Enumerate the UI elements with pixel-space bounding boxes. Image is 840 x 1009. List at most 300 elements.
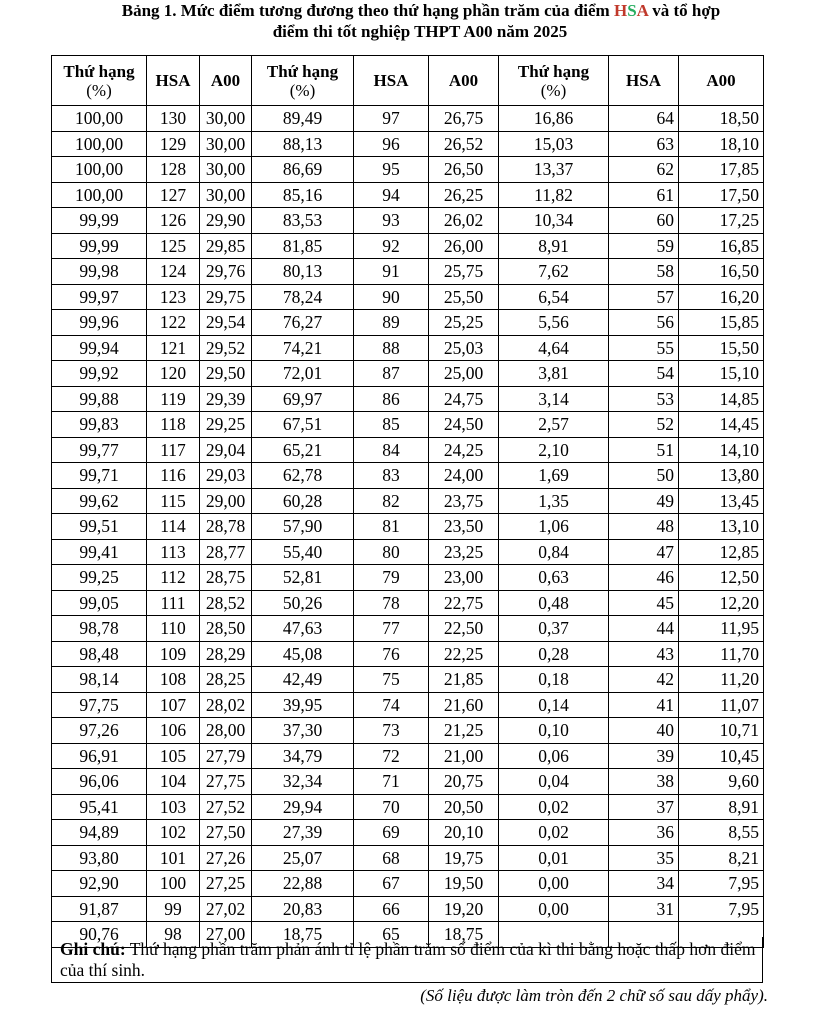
table-cell: 98,14	[52, 667, 147, 693]
table-cell: 28,78	[200, 514, 252, 540]
table-cell: 29,03	[200, 463, 252, 489]
table-cell: 21,25	[429, 718, 499, 744]
table-cell: 27,75	[200, 769, 252, 795]
table-cell: 99,88	[52, 386, 147, 412]
table-cell: 12,85	[679, 539, 764, 565]
table-cell: 15,10	[679, 361, 764, 387]
table-cell: 42	[609, 667, 679, 693]
table-cell: 109	[147, 641, 200, 667]
column-header: HSA	[354, 56, 429, 106]
table-cell: 67,51	[252, 412, 354, 438]
table-cell: 81,85	[252, 233, 354, 259]
table-cell: 77	[354, 616, 429, 642]
table-cell: 28,50	[200, 616, 252, 642]
title-suffix: và tổ hợp	[648, 1, 721, 20]
table-cell: 62,78	[252, 463, 354, 489]
table-cell: 59	[609, 233, 679, 259]
table-cell: 60,28	[252, 488, 354, 514]
table-row	[52, 794, 764, 820]
table-cell: 13,80	[679, 463, 764, 489]
table-cell: 52,81	[252, 565, 354, 591]
table-cell: 10,71	[679, 718, 764, 744]
table-cell: 100	[147, 871, 200, 897]
table-cell: 44	[609, 616, 679, 642]
table-cell: 0,02	[499, 794, 609, 820]
table-cell: 27,39	[252, 820, 354, 846]
table-row	[52, 641, 764, 667]
table-cell: 41	[609, 692, 679, 718]
table-cell: 27,00	[200, 922, 252, 948]
table-row	[52, 106, 764, 132]
table-cell: 122	[147, 310, 200, 336]
table-cell: 48	[609, 514, 679, 540]
table-cell: 45,08	[252, 641, 354, 667]
table-cell: 89,49	[252, 106, 354, 132]
table-cell: 8,91	[499, 233, 609, 259]
table-cell: 11,82	[499, 182, 609, 208]
table-cell: 32,34	[252, 769, 354, 795]
table-cell: 6,54	[499, 284, 609, 310]
table-cell: 76	[354, 641, 429, 667]
table-cell: 26,75	[429, 106, 499, 132]
table-cell: 96,06	[52, 769, 147, 795]
table-cell: 99,96	[52, 310, 147, 336]
table-cell: 0,01	[499, 845, 609, 871]
table-cell: 95,41	[52, 794, 147, 820]
table-row	[52, 896, 764, 922]
table-cell: 117	[147, 437, 200, 463]
table-cell: 93	[354, 208, 429, 234]
table-cell: 92,90	[52, 871, 147, 897]
table-cell: 80,13	[252, 259, 354, 285]
table-cell: 50,26	[252, 590, 354, 616]
table-cell: 18,75	[429, 922, 499, 948]
table-cell: 1,06	[499, 514, 609, 540]
table-cell: 0,48	[499, 590, 609, 616]
table-cell: 105	[147, 743, 200, 769]
table-cell: 23,25	[429, 539, 499, 565]
table-cell: 20,10	[429, 820, 499, 846]
table-cell: 52	[609, 412, 679, 438]
table-cell: 14,85	[679, 386, 764, 412]
table-cell: 13,10	[679, 514, 764, 540]
table-cell: 88,13	[252, 131, 354, 157]
table-cell: 26,50	[429, 157, 499, 183]
table-cell: 65,21	[252, 437, 354, 463]
table-row	[52, 539, 764, 565]
table-cell: 16,85	[679, 233, 764, 259]
table-cell: 20,75	[429, 769, 499, 795]
table-cell: 26,25	[429, 182, 499, 208]
column-header: A00	[200, 56, 252, 106]
table-row	[52, 463, 764, 489]
table-cell: 23,00	[429, 565, 499, 591]
table-cell: 24,75	[429, 386, 499, 412]
table-cell: 100,00	[52, 157, 147, 183]
table-cell: 80	[354, 539, 429, 565]
table-cell: 92	[354, 233, 429, 259]
table-cell: 128	[147, 157, 200, 183]
table-cell: 21,85	[429, 667, 499, 693]
table-cell: 7,62	[499, 259, 609, 285]
table-cell: 28,00	[200, 718, 252, 744]
table-cell: 18,10	[679, 131, 764, 157]
table-cell: 47,63	[252, 616, 354, 642]
table-cell: 29,04	[200, 437, 252, 463]
table-cell: 25,00	[429, 361, 499, 387]
table-cell: 99,94	[52, 335, 147, 361]
table-cell: 1,69	[499, 463, 609, 489]
table-cell: 99	[147, 896, 200, 922]
table-cell: 28,29	[200, 641, 252, 667]
table-cell: 97	[354, 106, 429, 132]
table-cell: 69	[354, 820, 429, 846]
table-cell: 0,04	[499, 769, 609, 795]
table-cell: 27,25	[200, 871, 252, 897]
column-header: A00	[679, 56, 764, 106]
table-cell: 29,52	[200, 335, 252, 361]
table-cell: 99,25	[52, 565, 147, 591]
table-cell: 89	[354, 310, 429, 336]
table-cell: 86	[354, 386, 429, 412]
table-cell: 97,26	[52, 718, 147, 744]
table-cell: 34,79	[252, 743, 354, 769]
table-cell: 83,53	[252, 208, 354, 234]
table-row	[52, 667, 764, 693]
table-cell: 107	[147, 692, 200, 718]
table-title	[0, 0, 840, 42]
table-cell: 12,50	[679, 565, 764, 591]
table-cell: 54	[609, 361, 679, 387]
table-cell: 63	[609, 131, 679, 157]
table-cell: 0,37	[499, 616, 609, 642]
table-cell: 37	[609, 794, 679, 820]
table-cell: 57	[609, 284, 679, 310]
table-cell: 15,85	[679, 310, 764, 336]
table-cell: 28,25	[200, 667, 252, 693]
table-row	[52, 718, 764, 744]
table-cell: 99,41	[52, 539, 147, 565]
table-cell: 98,78	[52, 616, 147, 642]
table-row	[52, 616, 764, 642]
table-cell: 111	[147, 590, 200, 616]
table-cell: 24,50	[429, 412, 499, 438]
table-cell: 5,56	[499, 310, 609, 336]
table-cell: 115	[147, 488, 200, 514]
table-cell: 1,35	[499, 488, 609, 514]
table-cell: 27,79	[200, 743, 252, 769]
table-cell: 96	[354, 131, 429, 157]
table-cell: 99,97	[52, 284, 147, 310]
table-cell: 28,02	[200, 692, 252, 718]
table-cell: 114	[147, 514, 200, 540]
table-cell: 45	[609, 590, 679, 616]
table-cell: 0,28	[499, 641, 609, 667]
table-cell: 69,97	[252, 386, 354, 412]
table-cell: 24,25	[429, 437, 499, 463]
table-cell: 27,02	[200, 896, 252, 922]
title-line-1	[0, 0, 840, 21]
table-cell: 25,75	[429, 259, 499, 285]
table-cell: 7,95	[679, 871, 764, 897]
table-cell: 129	[147, 131, 200, 157]
table-cell: 15,03	[499, 131, 609, 157]
table-cell: 26,02	[429, 208, 499, 234]
column-header: HSA	[609, 56, 679, 106]
table-cell: 94	[354, 182, 429, 208]
note-box	[51, 937, 763, 983]
table-cell: 102	[147, 820, 200, 846]
title-line-2: điểm thi tốt nghiệp THPT A00 năm 2025	[272, 22, 568, 41]
table-cell: 64	[609, 106, 679, 132]
table-cell: 0,00	[499, 871, 609, 897]
table-row	[52, 361, 764, 387]
table-cell: 14,10	[679, 437, 764, 463]
table-row	[52, 437, 764, 463]
rounding-footnote: (Số liệu được làm tròn đến 2 chữ số sau dấy phẩy).	[420, 986, 768, 1005]
table-cell: 8,21	[679, 845, 764, 871]
table-row	[52, 871, 764, 897]
table-cell: 121	[147, 335, 200, 361]
table-cell: 14,45	[679, 412, 764, 438]
table-cell: 119	[147, 386, 200, 412]
note-label: Ghi chú:	[60, 939, 126, 959]
table-cell: 25,25	[429, 310, 499, 336]
title-prefix: Bảng 1. Mức điểm tương đương theo thứ hạng phần trăm của điểm	[121, 1, 614, 20]
table-row	[52, 743, 764, 769]
table-cell: 31	[609, 896, 679, 922]
table-cell: 13,37	[499, 157, 609, 183]
table-cell: 36	[609, 820, 679, 846]
table-cell: 76,27	[252, 310, 354, 336]
table-cell: 50	[609, 463, 679, 489]
table-cell: 0,06	[499, 743, 609, 769]
table-cell: 17,85	[679, 157, 764, 183]
table-cell: 40	[609, 718, 679, 744]
table-cell: 29,39	[200, 386, 252, 412]
table-cell: 106	[147, 718, 200, 744]
table-row	[52, 769, 764, 795]
table-cell: 27,52	[200, 794, 252, 820]
table-cell: 120	[147, 361, 200, 387]
table-cell: 16,50	[679, 259, 764, 285]
table-cell: 26,00	[429, 233, 499, 259]
table-cell: 25,50	[429, 284, 499, 310]
table-row	[52, 131, 764, 157]
table-cell: 100,00	[52, 131, 147, 157]
table-cell: 0,14	[499, 692, 609, 718]
table-cell: 99,71	[52, 463, 147, 489]
table-cell: 108	[147, 667, 200, 693]
table-row	[52, 386, 764, 412]
table-cell: 103	[147, 794, 200, 820]
table-cell: 49	[609, 488, 679, 514]
table-cell: 99,62	[52, 488, 147, 514]
table-cell: 99,99	[52, 233, 147, 259]
table-cell: 29,50	[200, 361, 252, 387]
table-row	[52, 182, 764, 208]
table-cell: 99,05	[52, 590, 147, 616]
table-row	[52, 208, 764, 234]
table-cell: 97,75	[52, 692, 147, 718]
table-cell: 126	[147, 208, 200, 234]
table-cell: 55	[609, 335, 679, 361]
table-cell: 55,40	[252, 539, 354, 565]
table-row	[52, 820, 764, 846]
table-cell: 78,24	[252, 284, 354, 310]
hsa-letter-h: H	[613, 1, 628, 20]
table-cell: 0,00	[499, 896, 609, 922]
table-cell: 75	[354, 667, 429, 693]
table-cell: 51	[609, 437, 679, 463]
table-cell: 99,92	[52, 361, 147, 387]
table-cell: 116	[147, 463, 200, 489]
table-cell: 37,30	[252, 718, 354, 744]
table-cell: 72	[354, 743, 429, 769]
hsa-highlight	[614, 1, 648, 20]
table-cell: 88	[354, 335, 429, 361]
table-cell: 29,94	[252, 794, 354, 820]
table-cell: 8,55	[679, 820, 764, 846]
table-cell: 30,00	[200, 182, 252, 208]
table-cell: 98	[147, 922, 200, 948]
table-cell: 98,48	[52, 641, 147, 667]
table-cell: 13,45	[679, 488, 764, 514]
table-row	[52, 845, 764, 871]
hsa-letter-a: A	[636, 1, 649, 20]
table-cell: 15,50	[679, 335, 764, 361]
column-header: A00	[429, 56, 499, 106]
table-row	[52, 565, 764, 591]
table-cell: 8,91	[679, 794, 764, 820]
table-cell: 130	[147, 106, 200, 132]
table-cell: 85,16	[252, 182, 354, 208]
table-cell: 0,84	[499, 539, 609, 565]
table-cell: 124	[147, 259, 200, 285]
table-cell: 22,50	[429, 616, 499, 642]
table-cell: 125	[147, 233, 200, 259]
table-cell: 58	[609, 259, 679, 285]
table-cell: 93,80	[52, 845, 147, 871]
table-cell: 66	[354, 896, 429, 922]
table-row	[52, 412, 764, 438]
table-cell: 61	[609, 182, 679, 208]
table-cell: 99,51	[52, 514, 147, 540]
table-cell: 42,49	[252, 667, 354, 693]
table-cell: 112	[147, 565, 200, 591]
table-cell: 29,00	[200, 488, 252, 514]
table-cell: 56	[609, 310, 679, 336]
table-row	[52, 514, 764, 540]
table-cell: 3,14	[499, 386, 609, 412]
table-row	[52, 692, 764, 718]
table-cell: 16,20	[679, 284, 764, 310]
column-header: Thứ hạng (%)	[499, 56, 609, 106]
table-cell: 7,95	[679, 896, 764, 922]
table-cell: 65	[354, 922, 429, 948]
table-cell: 39,95	[252, 692, 354, 718]
table-cell: 74,21	[252, 335, 354, 361]
table-cell: 29,25	[200, 412, 252, 438]
table-row	[52, 233, 764, 259]
table-cell: 30,00	[200, 157, 252, 183]
table-cell: 35	[609, 845, 679, 871]
table-cell: 39	[609, 743, 679, 769]
table-cell: 25,03	[429, 335, 499, 361]
table-cell: 28,77	[200, 539, 252, 565]
table-row	[52, 259, 764, 285]
table-cell: 99,99	[52, 208, 147, 234]
table-cell: 17,25	[679, 208, 764, 234]
table-cell: 0,02	[499, 820, 609, 846]
table-cell: 99,77	[52, 437, 147, 463]
table-cell: 91,87	[52, 896, 147, 922]
table-cell: 28,75	[200, 565, 252, 591]
table-cell: 34	[609, 871, 679, 897]
table-cell: 0,18	[499, 667, 609, 693]
table-cell: 72,01	[252, 361, 354, 387]
table-cell: 0,10	[499, 718, 609, 744]
table-row	[52, 310, 764, 336]
table-row	[52, 335, 764, 361]
table-cell: 101	[147, 845, 200, 871]
table-cell: 99,83	[52, 412, 147, 438]
hsa-letter-s: S	[627, 1, 637, 20]
table-cell: 11,07	[679, 692, 764, 718]
table-header-row	[52, 56, 764, 106]
table-row	[52, 284, 764, 310]
table-cell: 53	[609, 386, 679, 412]
table-cell: 29,85	[200, 233, 252, 259]
table-row	[52, 157, 764, 183]
table-cell: 94,89	[52, 820, 147, 846]
table-cell: 29,75	[200, 284, 252, 310]
table-cell: 29,90	[200, 208, 252, 234]
table-cell: 62	[609, 157, 679, 183]
table-cell: 90	[354, 284, 429, 310]
table-cell: 2,10	[499, 437, 609, 463]
table-body	[52, 106, 764, 948]
table-cell: 118	[147, 412, 200, 438]
table-cell: 11,95	[679, 616, 764, 642]
table-cell: 100,00	[52, 106, 147, 132]
table-cell: 87	[354, 361, 429, 387]
column-header: Thứ hạng (%)	[252, 56, 354, 106]
table-cell: 104	[147, 769, 200, 795]
table-cell: 84	[354, 437, 429, 463]
table-cell: 19,75	[429, 845, 499, 871]
table-cell: 21,60	[429, 692, 499, 718]
table-cell: 23,75	[429, 488, 499, 514]
table-cell: 100,00	[52, 182, 147, 208]
table-cell: 27,26	[200, 845, 252, 871]
table-cell: 29,76	[200, 259, 252, 285]
table-row	[52, 488, 764, 514]
table-cell: 99,98	[52, 259, 147, 285]
table-cell: 113	[147, 539, 200, 565]
table-cell: 73	[354, 718, 429, 744]
table-cell: 3,81	[499, 361, 609, 387]
table-cell: 57,90	[252, 514, 354, 540]
table-cell: 10,34	[499, 208, 609, 234]
table-cell: 67	[354, 871, 429, 897]
table-cell: 71	[354, 769, 429, 795]
table-cell: 127	[147, 182, 200, 208]
table-cell: 16,86	[499, 106, 609, 132]
table-cell: 9,60	[679, 769, 764, 795]
table-cell: 83	[354, 463, 429, 489]
table-cell: 95	[354, 157, 429, 183]
